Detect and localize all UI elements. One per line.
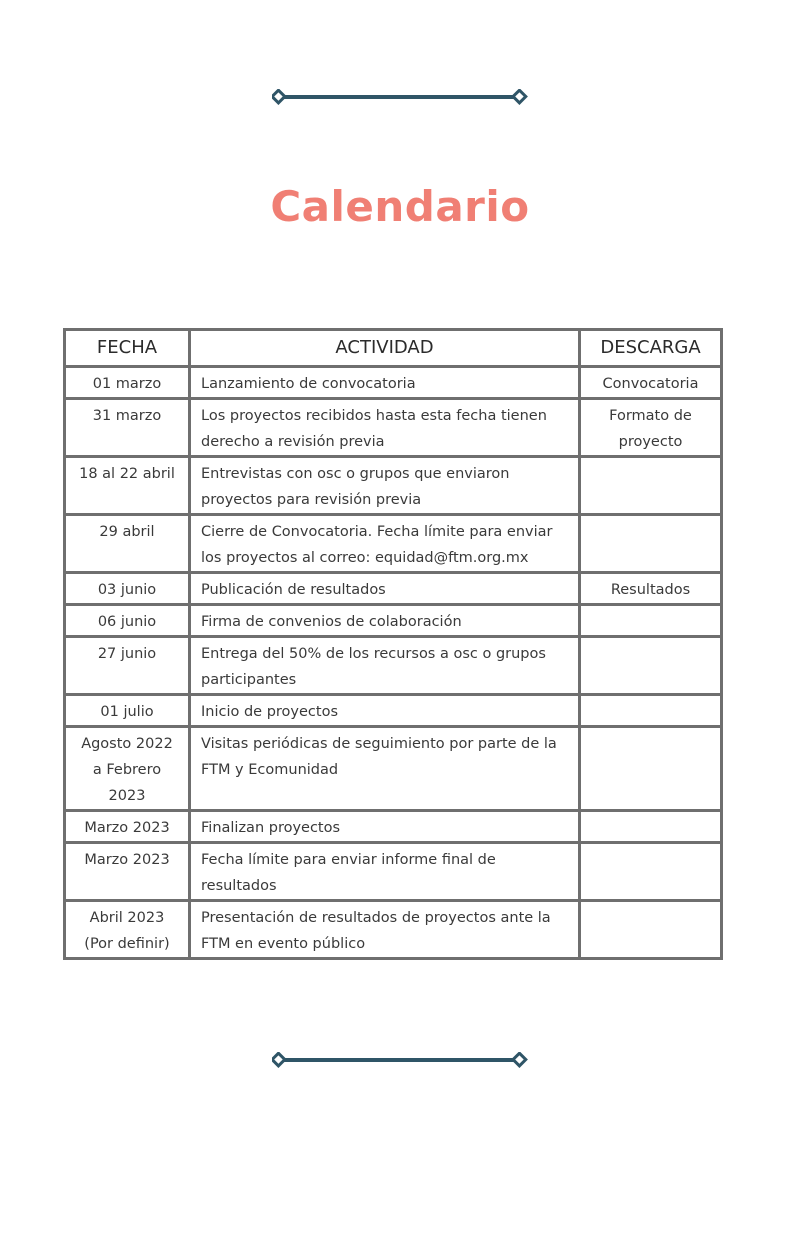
- table-row: [65, 843, 722, 901]
- table-row: [65, 399, 722, 457]
- download-cell: [580, 457, 722, 515]
- table-row: [65, 515, 722, 573]
- date-cell: 01 julio: [65, 695, 190, 727]
- column-header-fecha: FECHA: [65, 330, 190, 367]
- activity-cell: Entrevistas con osc o grupos que enviaron proyectos para revisión previa: [190, 457, 580, 515]
- column-header-actividad: ACTIVIDAD: [190, 330, 580, 367]
- download-cell: [580, 605, 722, 637]
- download-cell: [580, 695, 722, 727]
- activity-cell: Firma de convenios de colaboración: [190, 605, 580, 637]
- date-cell: 03 junio: [65, 573, 190, 605]
- date-cell: Abril 2023 (Por definir): [65, 901, 190, 959]
- table-row: [65, 901, 722, 959]
- download-link-convocatoria[interactable]: Convocatoria: [580, 367, 722, 399]
- table-header-row: [65, 330, 722, 367]
- calendar-table: [63, 328, 723, 960]
- date-cell: 27 junio: [65, 637, 190, 695]
- download-link-formato-de-proyecto[interactable]: Formato de proyecto: [580, 399, 722, 457]
- activity-cell: Fecha límite para enviar informe final de resultados: [190, 843, 580, 901]
- date-cell: Marzo 2023: [65, 843, 190, 901]
- table-row: [65, 637, 722, 695]
- activity-cell: Finalizan proyectos: [190, 811, 580, 843]
- download-cell: [580, 843, 722, 901]
- column-header-descarga: DESCARGA: [580, 330, 722, 367]
- activity-cell: Visitas periódicas de seguimiento por parte de la FTM y Ecomunidad: [190, 727, 580, 811]
- table-row: [65, 605, 722, 637]
- table-row: [65, 811, 722, 843]
- download-cell: [580, 811, 722, 843]
- download-cell: [580, 727, 722, 811]
- date-cell: Marzo 2023: [65, 811, 190, 843]
- activity-cell: Los proyectos recibidos hasta esta fecha tienen derecho a revisión previa: [190, 399, 580, 457]
- download-link-resultados[interactable]: Resultados: [580, 573, 722, 605]
- page-title: Calendario: [270, 182, 530, 231]
- date-cell: 01 marzo: [65, 367, 190, 399]
- activity-cell: Publicación de resultados: [190, 573, 580, 605]
- bottom-divider: [272, 1052, 528, 1068]
- table-row: [65, 573, 722, 605]
- table-row: [65, 457, 722, 515]
- activity-cell: Lanzamiento de convocatoria: [190, 367, 580, 399]
- download-cell: [580, 637, 722, 695]
- date-cell: 29 abril: [65, 515, 190, 573]
- date-cell: 06 junio: [65, 605, 190, 637]
- activity-cell: Entrega del 50% de los recursos a osc o grupos participantes: [190, 637, 580, 695]
- activity-cell: Cierre de Convocatoria. Fecha límite para enviar los proyectos al correo: equidad@ftm.org.mx: [190, 515, 580, 573]
- activity-cell: Inicio de proyectos: [190, 695, 580, 727]
- download-cell: [580, 901, 722, 959]
- activity-cell: Presentación de resultados de proyectos ante la FTM en evento público: [190, 901, 580, 959]
- download-cell: [580, 515, 722, 573]
- date-cell: Agosto 2022 a Febrero 2023: [65, 727, 190, 811]
- date-cell: 18 al 22 abril: [65, 457, 190, 515]
- table-row: [65, 367, 722, 399]
- date-cell: 31 marzo: [65, 399, 190, 457]
- table-row: [65, 695, 722, 727]
- top-divider: [272, 89, 528, 105]
- table-row: [65, 727, 722, 811]
